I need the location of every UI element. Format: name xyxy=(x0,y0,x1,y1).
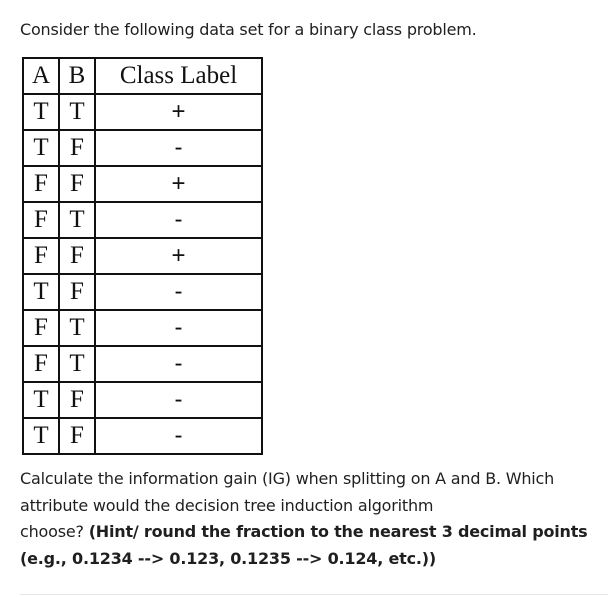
cell-a: T xyxy=(23,274,59,310)
cell-a: T xyxy=(23,382,59,418)
cell-class-label: + xyxy=(95,94,262,130)
cell-class-label: - xyxy=(95,346,262,382)
question-text xyxy=(20,466,600,572)
cell-class-label: - xyxy=(95,202,262,238)
cell-b: T xyxy=(59,94,95,130)
table-row xyxy=(23,94,262,130)
table-row xyxy=(23,202,262,238)
table-row xyxy=(23,418,262,454)
column-header-b: B xyxy=(59,58,95,94)
table-row xyxy=(23,382,262,418)
cell-a: F xyxy=(23,202,59,238)
question-line-3 xyxy=(20,519,600,546)
cell-a: T xyxy=(23,418,59,454)
intro-text: Consider the following data set for a binary class problem. xyxy=(20,20,477,39)
table-header-row xyxy=(23,58,262,94)
cell-b: F xyxy=(59,418,95,454)
cell-a: F xyxy=(23,166,59,202)
cell-a: F xyxy=(23,238,59,274)
cell-b: F xyxy=(59,130,95,166)
table-row xyxy=(23,346,262,382)
cell-class-label: - xyxy=(95,130,262,166)
cell-class-label: - xyxy=(95,274,262,310)
cell-a: F xyxy=(23,310,59,346)
cell-class-label: - xyxy=(95,418,262,454)
cell-b: T xyxy=(59,202,95,238)
question-line-1: Calculate the information gain (IG) when splitting on A and B. Which xyxy=(20,469,555,488)
data-table xyxy=(22,57,263,455)
table-row xyxy=(23,238,262,274)
cell-a: T xyxy=(23,130,59,166)
cell-b: T xyxy=(59,310,95,346)
cell-b: F xyxy=(59,382,95,418)
cell-b: F xyxy=(59,166,95,202)
column-header-class-label: Class Label xyxy=(95,58,262,94)
hint-text: (Hint/ round the fraction to the nearest 3 decimal points xyxy=(88,522,588,541)
table-row xyxy=(23,274,262,310)
column-header-a: A xyxy=(23,58,59,94)
question-line-3-plain: choose? xyxy=(20,522,89,541)
cell-a: F xyxy=(23,346,59,382)
cell-b: F xyxy=(59,238,95,274)
table-row xyxy=(23,310,262,346)
question-line-2: attribute would the decision tree induction algorithm xyxy=(20,495,434,515)
table-row xyxy=(23,166,262,202)
cell-class-label: - xyxy=(95,382,262,418)
cell-class-label: + xyxy=(95,166,262,202)
cell-b: T xyxy=(59,346,95,382)
hint-example-text: (e.g., 0.1234 --> 0.123, 0.1235 --> 0.124, etc.)) xyxy=(20,548,436,568)
cell-a: T xyxy=(23,94,59,130)
cell-class-label: - xyxy=(95,310,262,346)
table-row xyxy=(23,130,262,166)
divider xyxy=(20,594,608,595)
cell-b: F xyxy=(59,274,95,310)
cell-class-label: + xyxy=(95,238,262,274)
